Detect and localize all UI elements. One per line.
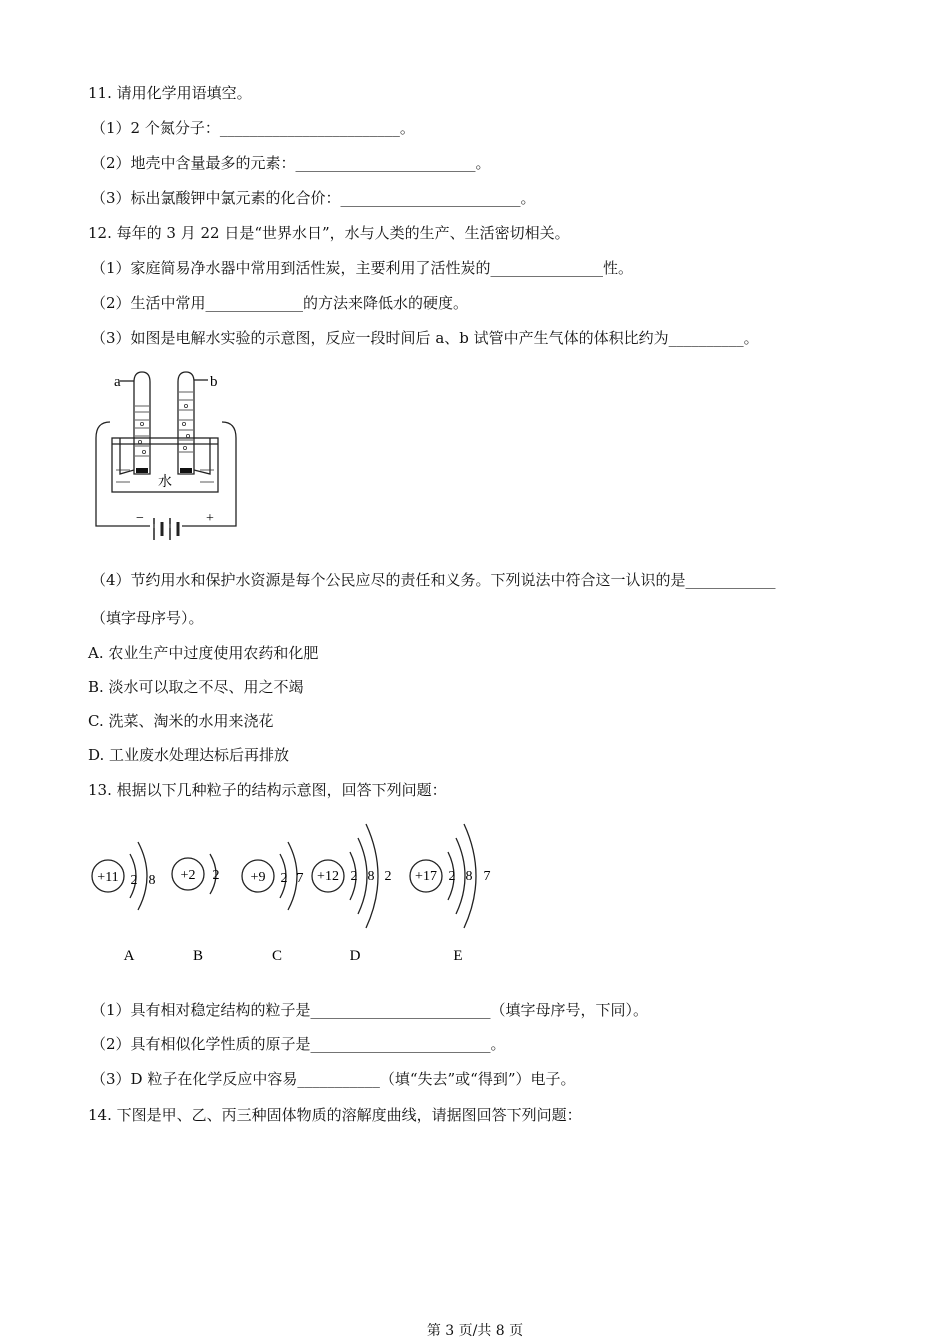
- q12-item-2: （2）生活中常用_____________的方法来降低水的硬度。: [91, 294, 469, 312]
- q11-title: 11. 请用化学用语填空。: [88, 84, 252, 102]
- water-label: 水: [158, 475, 172, 490]
- particle-d-shell-3: 2: [384, 869, 392, 884]
- particle-c-nucleus: +9: [250, 870, 266, 885]
- particle-e-label: E: [453, 948, 463, 964]
- particle-d-shell-2: 8: [367, 869, 375, 884]
- q13-item-2: （2）具有相似化学性质的原子是________________________。: [91, 1035, 506, 1053]
- negative-terminal: −: [136, 511, 144, 526]
- q13-item-3: （3）D 粒子在化学反应中容易___________（填“失去”或“得到”）电子。: [91, 1070, 576, 1088]
- particle-d-nucleus: +12: [317, 869, 339, 884]
- q13-item-1: （1）具有相对稳定结构的粒子是________________________（填字母序号，下同）。: [91, 1001, 649, 1019]
- q12-option-b: B. 淡水可以取之不尽、用之不竭: [88, 678, 304, 696]
- q11-item-2: （2）地壳中含量最多的元素：________________________。: [91, 154, 491, 172]
- tube-b-label: b: [210, 374, 218, 390]
- q14-title: 14. 下图是甲、乙、丙三种固体物质的溶解度曲线，请据图回答下列问题：: [88, 1106, 582, 1124]
- page-footer: 第 3 页/共 8 页: [426, 1323, 524, 1339]
- q11-item-3: （3）标出氯酸钾中氯元素的化合价：________________________。: [91, 189, 536, 207]
- particle-e-shell-2: 8: [465, 869, 473, 884]
- particle-b-label: B: [192, 948, 204, 964]
- particle-d-label: D: [349, 948, 361, 964]
- particle-a-shell-1: 2: [130, 873, 138, 888]
- q12-option-c: C. 洗菜、淘米的水用来浇花: [88, 712, 274, 730]
- particle-e-shell-3: 7: [483, 869, 491, 884]
- particle-e-nucleus: +17: [415, 869, 437, 884]
- particle-c-label: C: [271, 948, 283, 964]
- particle-a-label: A: [123, 948, 135, 964]
- particle-a-nucleus: +11: [97, 870, 119, 885]
- q12-item-1: （1）家庭简易净水器中常用到活性炭，主要利用了活性炭的_______________性。: [91, 259, 634, 277]
- q13-title: 13. 根据以下几种粒子的结构示意图，回答下列问题：: [88, 781, 447, 799]
- q12-item-3: （3）如图是电解水实验的示意图，反应一段时间后 a、b 试管中产生气体的体积比约为__________。: [91, 329, 759, 347]
- particle-c-shell-1: 2: [280, 871, 288, 886]
- electrolysis-diagram: [90, 362, 250, 552]
- particle-b-shell-1: 2: [212, 868, 220, 883]
- particle-e-shell-1: 2: [448, 869, 456, 884]
- q12-item-4-line1: （4）节约用水和保护水资源是每个公民应尽的责任和义务。下列说法中符合这一认识的是____________: [91, 571, 776, 589]
- tube-a-label: a: [114, 374, 121, 390]
- positive-terminal: +: [206, 511, 214, 526]
- particle-b-nucleus: +2: [180, 868, 196, 883]
- q12-item-4-line2: （填字母序号）。: [91, 609, 204, 627]
- q11-item-1: （1）2 个氮分子：________________________。: [91, 119, 415, 137]
- particle-d-shell-1: 2: [350, 869, 358, 884]
- particle-structure-diagrams: [86, 812, 506, 972]
- q12-option-d: D. 工业废水处理达标后再排放: [88, 746, 290, 764]
- q12-option-a: A. 农业生产中过度使用农药和化肥: [88, 644, 319, 662]
- particle-c-shell-2: 7: [296, 871, 304, 886]
- particle-a-shell-2: 8: [148, 873, 156, 888]
- q12-title: 12. 每年的 3 月 22 日是“世界水日”，水与人类的生产、生活密切相关。: [88, 224, 570, 242]
